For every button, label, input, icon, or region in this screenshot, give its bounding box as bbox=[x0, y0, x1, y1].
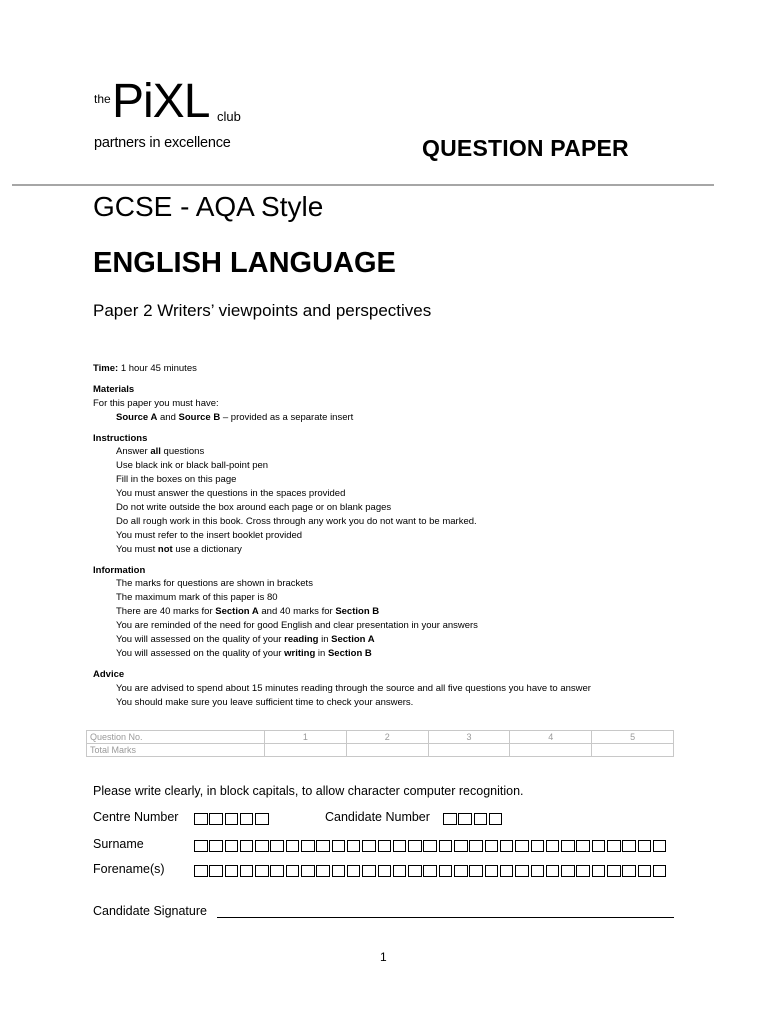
information-item: You will assessed on the quality of your reading in Section A bbox=[116, 634, 375, 646]
question-number: 3 bbox=[428, 731, 510, 744]
centre-number-boxes[interactable] bbox=[194, 813, 270, 825]
information-item: The marks for questions are shown in brackets bbox=[116, 578, 313, 590]
instructions-heading: Instructions bbox=[93, 432, 148, 444]
character-box[interactable] bbox=[209, 813, 223, 825]
materials-sources: Source A and Source B – provided as a separate insert bbox=[116, 411, 354, 423]
character-box[interactable] bbox=[255, 813, 269, 825]
character-box[interactable] bbox=[653, 865, 667, 877]
character-box[interactable] bbox=[362, 840, 376, 852]
table-row bbox=[87, 744, 674, 757]
time-label: Time: bbox=[93, 363, 119, 374]
instruction-item: Use black ink or black ball-point pen bbox=[116, 460, 269, 472]
logo-club: club bbox=[217, 109, 241, 124]
character-box[interactable] bbox=[378, 840, 392, 852]
instruction-item: You must not use a dictionary bbox=[116, 543, 242, 555]
character-box[interactable] bbox=[638, 840, 652, 852]
character-box[interactable] bbox=[316, 840, 330, 852]
character-box[interactable] bbox=[439, 840, 453, 852]
character-box[interactable] bbox=[638, 865, 652, 877]
question-number: 5 bbox=[592, 731, 674, 744]
character-box[interactable] bbox=[515, 865, 529, 877]
instruction-item: You must answer the questions in the spaces provided bbox=[116, 488, 346, 500]
character-box[interactable] bbox=[500, 865, 514, 877]
character-box[interactable] bbox=[653, 840, 667, 852]
advice-item: You are advised to spend about 15 minutes reading through the source and all five questions you have to answer bbox=[116, 682, 591, 694]
character-box[interactable] bbox=[607, 840, 621, 852]
character-box[interactable] bbox=[194, 840, 208, 852]
exam-level: GCSE - AQA Style bbox=[93, 191, 324, 222]
advice-item: You should make sure you leave sufficient time to check your answers. bbox=[116, 696, 414, 708]
character-box[interactable] bbox=[225, 813, 239, 825]
character-box[interactable] bbox=[347, 865, 361, 877]
information-item: There are 40 marks for Section A and 40 marks for Section B bbox=[116, 606, 380, 618]
character-box[interactable] bbox=[576, 865, 590, 877]
materials-heading: Materials bbox=[93, 383, 135, 395]
character-box[interactable] bbox=[408, 840, 422, 852]
character-box[interactable] bbox=[423, 865, 437, 877]
character-box[interactable] bbox=[240, 865, 254, 877]
character-box[interactable] bbox=[255, 840, 269, 852]
character-box[interactable] bbox=[347, 840, 361, 852]
information-item: You will assessed on the quality of your writing in Section B bbox=[116, 647, 372, 659]
signature-label: Candidate Signature bbox=[93, 904, 207, 918]
question-number: 4 bbox=[510, 731, 592, 744]
character-box[interactable] bbox=[332, 840, 346, 852]
character-box[interactable] bbox=[474, 813, 488, 825]
subject-title: ENGLISH LANGUAGE bbox=[93, 247, 396, 279]
character-box[interactable] bbox=[423, 840, 437, 852]
marks-cell[interactable] bbox=[428, 744, 510, 757]
character-box[interactable] bbox=[443, 813, 457, 825]
character-box[interactable] bbox=[561, 865, 575, 877]
signature-line[interactable] bbox=[217, 917, 674, 918]
instruction-item: You must refer to the insert booklet provided bbox=[116, 529, 303, 541]
character-box[interactable] bbox=[607, 865, 621, 877]
character-box[interactable] bbox=[454, 840, 468, 852]
question-number: 1 bbox=[265, 731, 347, 744]
character-box[interactable] bbox=[393, 865, 407, 877]
character-box[interactable] bbox=[485, 840, 499, 852]
candidate-number-boxes[interactable] bbox=[443, 813, 504, 825]
paper-title: Paper 2 Writers’ viewpoints and perspectives bbox=[93, 301, 432, 320]
question-paper-title: QUESTION PAPER bbox=[422, 135, 629, 161]
character-box[interactable] bbox=[286, 865, 300, 877]
surname-boxes[interactable] bbox=[194, 840, 668, 852]
character-box[interactable] bbox=[546, 865, 560, 877]
instruction-item: Do not write outside the box around each page or on blank pages bbox=[116, 502, 392, 514]
question-no-label: Question No. bbox=[87, 731, 265, 744]
character-box[interactable] bbox=[500, 840, 514, 852]
character-box[interactable] bbox=[469, 840, 483, 852]
surname-label: Surname bbox=[93, 837, 144, 851]
character-box[interactable] bbox=[485, 865, 499, 877]
instruction-item: Do all rough work in this book. Cross through any work you do not want to be marked. bbox=[116, 515, 477, 527]
character-box[interactable] bbox=[362, 865, 376, 877]
character-box[interactable] bbox=[225, 840, 239, 852]
information-item: You are reminded of the need for good English and clear presentation in your answers bbox=[116, 620, 478, 632]
time-value: 1 hour 45 minutes bbox=[120, 363, 197, 374]
character-box[interactable] bbox=[561, 840, 575, 852]
character-box[interactable] bbox=[408, 865, 422, 877]
total-marks-label: Total Marks bbox=[87, 744, 265, 757]
character-box[interactable] bbox=[458, 813, 472, 825]
character-box[interactable] bbox=[622, 840, 636, 852]
block-capitals-instruction: Please write clearly, in block capitals, to allow character computer recognition. bbox=[93, 784, 524, 798]
page-number: 1 bbox=[380, 950, 387, 964]
character-box[interactable] bbox=[439, 865, 453, 877]
character-box[interactable] bbox=[316, 865, 330, 877]
marks-cell[interactable] bbox=[510, 744, 592, 757]
character-box[interactable] bbox=[209, 865, 223, 877]
character-box[interactable] bbox=[301, 840, 315, 852]
character-box[interactable] bbox=[240, 840, 254, 852]
instruction-item: Fill in the boxes on this page bbox=[116, 474, 237, 486]
character-box[interactable] bbox=[301, 865, 315, 877]
marks-cell[interactable] bbox=[592, 744, 674, 757]
character-box[interactable] bbox=[332, 865, 346, 877]
character-box[interactable] bbox=[286, 840, 300, 852]
character-box[interactable] bbox=[454, 865, 468, 877]
character-box[interactable] bbox=[592, 865, 606, 877]
header-divider bbox=[12, 184, 714, 186]
character-box[interactable] bbox=[378, 865, 392, 877]
character-box[interactable] bbox=[225, 865, 239, 877]
information-item: The maximum mark of this paper is 80 bbox=[116, 592, 278, 604]
advice-heading: Advice bbox=[93, 668, 125, 680]
information-heading: Information bbox=[93, 564, 146, 576]
logo-tagline: partners in excellence bbox=[94, 135, 231, 151]
character-box[interactable] bbox=[469, 865, 483, 877]
character-box[interactable] bbox=[255, 865, 269, 877]
character-box[interactable] bbox=[531, 865, 545, 877]
character-box[interactable] bbox=[546, 840, 560, 852]
character-box[interactable] bbox=[622, 865, 636, 877]
character-box[interactable] bbox=[209, 840, 223, 852]
logo-pixl: PiXL bbox=[112, 75, 210, 128]
character-box[interactable] bbox=[576, 840, 590, 852]
marks-cell[interactable] bbox=[265, 744, 347, 757]
character-box[interactable] bbox=[194, 865, 208, 877]
character-box[interactable] bbox=[489, 813, 503, 825]
time-line bbox=[93, 362, 713, 376]
instruction-item: Answer all questions bbox=[116, 446, 205, 458]
materials-intro: For this paper you must have: bbox=[93, 397, 219, 409]
table-row bbox=[87, 731, 674, 744]
logo-the: the bbox=[94, 92, 111, 106]
pixl-club-logo bbox=[78, 75, 256, 158]
character-box[interactable] bbox=[515, 840, 529, 852]
character-box[interactable] bbox=[240, 813, 254, 825]
character-box[interactable] bbox=[270, 865, 284, 877]
character-box[interactable] bbox=[270, 840, 284, 852]
candidate-number-label: Candidate Number bbox=[325, 810, 430, 824]
forenames-label: Forename(s) bbox=[93, 862, 165, 876]
exam-information bbox=[93, 362, 713, 709]
character-box[interactable] bbox=[531, 840, 545, 852]
marks-table bbox=[86, 730, 674, 757]
character-box[interactable] bbox=[393, 840, 407, 852]
marks-cell[interactable] bbox=[346, 744, 428, 757]
character-box[interactable] bbox=[592, 840, 606, 852]
character-box[interactable] bbox=[194, 813, 208, 825]
centre-number-label: Centre Number bbox=[93, 810, 179, 824]
forenames-boxes[interactable] bbox=[194, 865, 668, 877]
question-number: 2 bbox=[346, 731, 428, 744]
